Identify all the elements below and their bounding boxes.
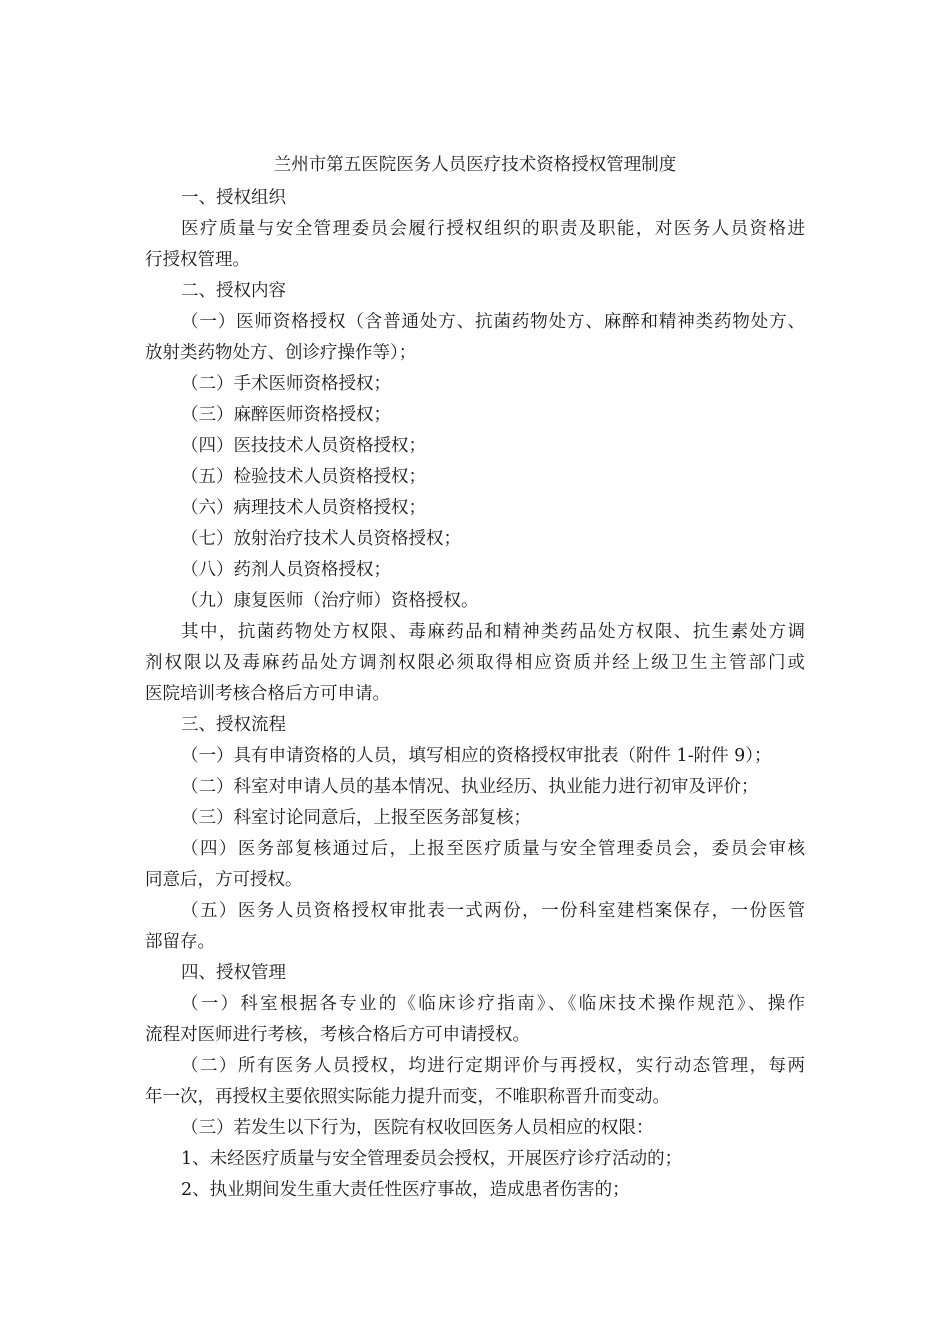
numbered-item: 1、未经医疗质量与安全管理委员会授权，开展医疗诊疗活动的； bbox=[181, 1149, 683, 1169]
list-item: （五）检验技术人员资格授权； bbox=[181, 467, 426, 487]
section-heading: 四、授权管理 bbox=[181, 963, 286, 983]
list-item: （七）放射治疗技术人员资格授权； bbox=[181, 529, 461, 549]
section-heading: 三、授权流程 bbox=[181, 715, 286, 735]
list-item-continuation: 年一次，再授权主要依照实际能力提升而变，不唯职称晋升而变动。 bbox=[145, 1087, 670, 1107]
list-item: （二）所有医务人员授权，均进行定期评价与再授权，实行动态管理，每两 bbox=[181, 1056, 805, 1076]
paragraph-line: 其中，抗菌药物处方权限、毒麻药品和精神类药品处方权限、抗生素处方调 bbox=[181, 622, 805, 642]
list-item-continuation: 部留存。 bbox=[145, 932, 215, 952]
list-item: （五）医务人员资格授权审批表一式两份，一份科室建档案保存，一份医管 bbox=[181, 901, 805, 921]
paragraph-line: 剂权限以及毒麻药品处方调剂权限必须取得相应资质并经上级卫生主管部门或 bbox=[145, 653, 805, 673]
list-item: （二）手术医师资格授权； bbox=[181, 374, 391, 394]
numbered-item: 2、执业期间发生重大责任性医疗事故，造成患者伤害的； bbox=[181, 1180, 630, 1200]
list-item-continuation: 同意后，方可授权。 bbox=[145, 870, 303, 890]
list-item: （一）医师资格授权（含普通处方、抗菌药物处方、麻醉和精神类药物处方、 bbox=[181, 312, 805, 332]
list-item-continuation: 流程对医师进行考核，考核合格后方可申请授权。 bbox=[145, 1025, 530, 1045]
list-item: （八）药剂人员资格授权； bbox=[181, 560, 391, 580]
list-item: （三）麻醉医师资格授权； bbox=[181, 405, 391, 425]
list-item: （四）医务部复核通过后，上报至医疗质量与安全管理委员会，委员会审核 bbox=[181, 839, 805, 859]
list-item-continuation: 放射类药物处方、创诊疗操作等）； bbox=[145, 343, 417, 363]
document-title: 兰州市第五医院医务人员医疗技术资格授权管理制度 bbox=[273, 155, 677, 175]
list-item: （四）医技技术人员资格授权； bbox=[181, 436, 426, 456]
paragraph-line: 医院培训考核合格后方可申请。 bbox=[145, 684, 390, 704]
list-item: （三）若发生以下行为，医院有权收回医务人员相应的权限： bbox=[181, 1118, 654, 1138]
list-item: （九）康复医师（治疗师）资格授权。 bbox=[181, 591, 479, 611]
list-item: （三）科室讨论同意后，上报至医务部复核； bbox=[181, 808, 531, 828]
paragraph-line: 行授权管理。 bbox=[145, 250, 250, 270]
list-item: （一）具有申请资格的人员，填写相应的资格授权审批表（附件 1-附件 9）； bbox=[181, 746, 772, 766]
list-item: （一）科室根据各专业的《临床诊疗指南》、《临床技术操作规范》、操作 bbox=[181, 994, 805, 1014]
list-item: （二）科室对申请人员的基本情况、执业经历、执业能力进行初审及评价； bbox=[181, 777, 759, 797]
section-heading: 一、授权组织 bbox=[181, 188, 286, 208]
paragraph-line: 医疗质量与安全管理委员会履行授权组织的职责及职能，对医务人员资格进 bbox=[181, 219, 805, 239]
document-body bbox=[145, 183, 805, 1206]
list-item: （六）病理技术人员资格授权； bbox=[181, 498, 426, 518]
section-heading: 二、授权内容 bbox=[181, 281, 286, 301]
